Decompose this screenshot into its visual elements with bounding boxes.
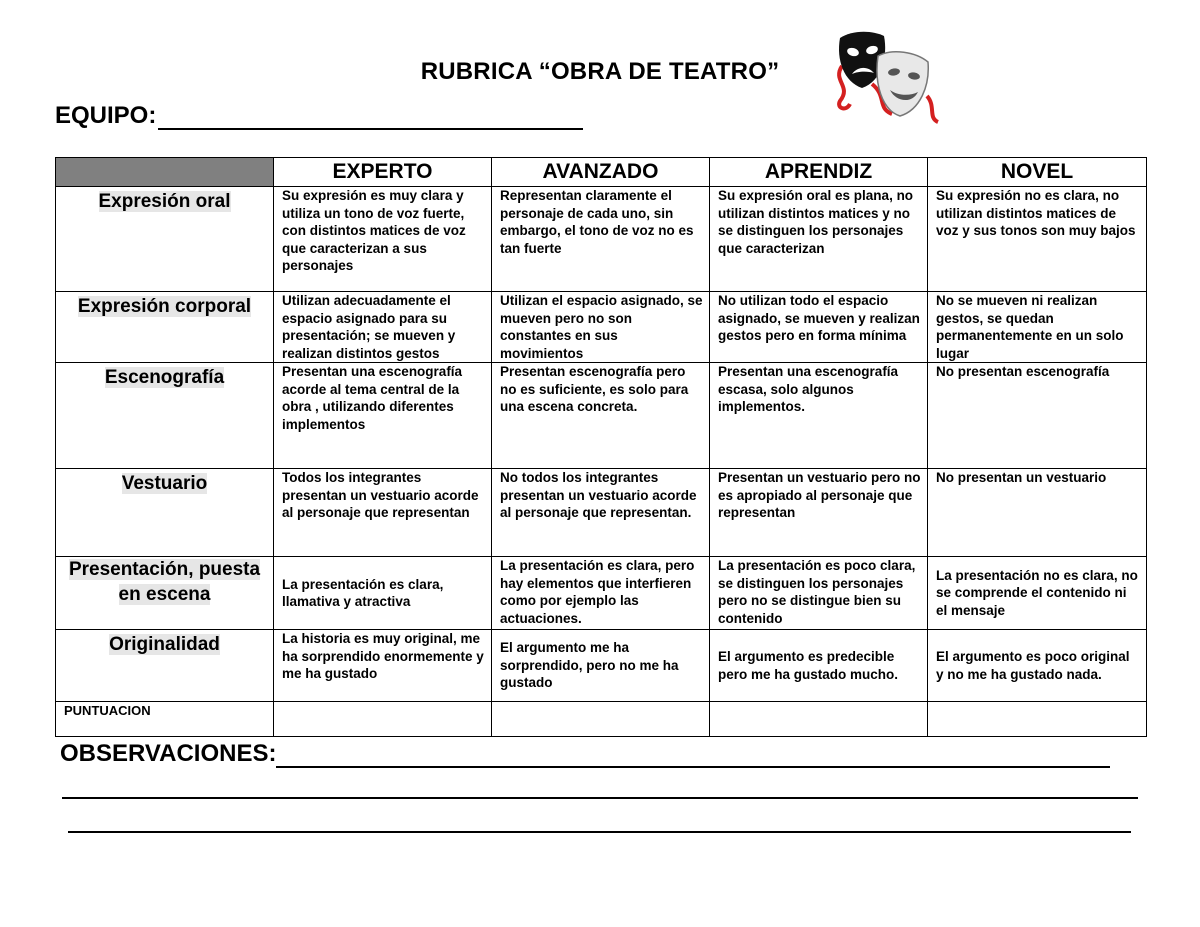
observations-field xyxy=(60,738,1110,768)
criterion-cell xyxy=(56,630,274,702)
table-row xyxy=(56,292,1147,363)
descriptor-cell: La presentación es clara, pero hay elementos que interfieren como por ejemplo las actuaciones. xyxy=(492,557,710,630)
descriptor-cell: Su expresión oral es plana, no utilizan distintos matices y no se distinguen los personajes que caracterizan xyxy=(710,187,928,292)
descriptor-cell: El argumento me ha sorprendido, pero no me ha gustado xyxy=(492,630,710,702)
team-blank-line[interactable] xyxy=(158,102,583,130)
descriptor-cell: No se mueven ni realizan gestos, se quedan permanentemente en un solo lugar xyxy=(928,292,1147,363)
descriptor-cell: El argumento es predecible pero me ha gustado mucho. xyxy=(710,630,928,702)
score-cell[interactable] xyxy=(274,702,492,737)
score-cell[interactable] xyxy=(710,702,928,737)
descriptor-cell: La historia es muy original, me ha sorprendido enormemente y me ha gustado xyxy=(274,630,492,702)
table-row xyxy=(56,469,1147,557)
observations-blank-line[interactable] xyxy=(62,797,1138,799)
table-row xyxy=(56,630,1147,702)
rubric-table xyxy=(55,157,1147,737)
descriptor-cell: Presentan una escenografía acorde al tema central de la obra , utilizando diferentes implementos xyxy=(274,363,492,469)
table-row xyxy=(56,557,1147,630)
descriptor-cell: Su expresión es muy clara y utiliza un tono de voz fuerte, con distintos matices de voz que caracterizan a sus personajes xyxy=(274,187,492,292)
score-cell[interactable] xyxy=(928,702,1147,737)
team-label: EQUIPO: xyxy=(55,102,157,129)
descriptor-cell: Presentan un vestuario pero no es apropiado al personaje que representan xyxy=(710,469,928,557)
descriptor-cell: No presentan un vestuario xyxy=(928,469,1147,557)
criterion-cell xyxy=(56,187,274,292)
observations-label: OBSERVACIONES: xyxy=(60,740,277,767)
theater-masks-icon xyxy=(832,26,944,126)
level-header: NOVEL xyxy=(928,158,1147,187)
descriptor-cell: Su expresión no es clara, no utilizan distintos matices de voz y sus tonos son muy bajos xyxy=(928,187,1147,292)
team-field xyxy=(55,102,583,130)
score-row xyxy=(56,702,1147,737)
criterion-label: Presentación, puesta en escena xyxy=(68,559,261,605)
header-corner-cell xyxy=(56,158,274,187)
descriptor-cell: Presentan una escenografía escasa, solo algunos implementos. xyxy=(710,363,928,469)
criterion-label: Originalidad xyxy=(109,634,220,655)
descriptor-cell: La presentación no es clara, no se comprende el contenido ni el mensaje xyxy=(928,557,1147,630)
score-cell[interactable] xyxy=(492,702,710,737)
descriptor-cell: Todos los integrantes presentan un vestuario acorde al personaje que representan xyxy=(274,469,492,557)
table-row xyxy=(56,187,1147,292)
criterion-label: Expresión corporal xyxy=(77,296,252,317)
descriptor-cell: Utilizan adecuadamente el espacio asignado para su presentación; se mueven y realizan distintos gestos xyxy=(274,292,492,363)
observations-blank-line[interactable] xyxy=(276,738,1110,768)
criterion-cell xyxy=(56,363,274,469)
observations-blank-line[interactable] xyxy=(68,831,1131,833)
criterion-label: Escenografía xyxy=(104,367,225,388)
descriptor-cell: El argumento es poco original y no me ha gustado nada. xyxy=(928,630,1147,702)
criterion-cell xyxy=(56,469,274,557)
descriptor-cell: Utilizan el espacio asignado, se mueven pero no son constantes en sus movimientos xyxy=(492,292,710,363)
descriptor-cell: No presentan escenografía xyxy=(928,363,1147,469)
descriptor-cell: No utilizan todo el espacio asignado, se mueven y realizan gestos pero en forma mínima xyxy=(710,292,928,363)
level-header: EXPERTO xyxy=(274,158,492,187)
criterion-label: Vestuario xyxy=(121,473,208,494)
level-header: APRENDIZ xyxy=(710,158,928,187)
table-row xyxy=(56,363,1147,469)
criterion-cell xyxy=(56,292,274,363)
score-label: PUNTUACION xyxy=(56,702,274,737)
table-header-row xyxy=(56,158,1147,187)
level-header: AVANZADO xyxy=(492,158,710,187)
criterion-label: Expresión oral xyxy=(98,191,231,212)
descriptor-cell: No todos los integrantes presentan un vestuario acorde al personaje que representan. xyxy=(492,469,710,557)
descriptor-cell: Representan claramente el personaje de cada uno, sin embargo, el tono de voz no es tan fuerte xyxy=(492,187,710,292)
criterion-cell xyxy=(56,557,274,630)
descriptor-cell: La presentación es poco clara, se distinguen los personajes pero no se distingue bien su contenido xyxy=(710,557,928,630)
descriptor-cell: Presentan escenografía pero no es suficiente, es solo para una escena concreta. xyxy=(492,363,710,469)
descriptor-cell: La presentación es clara, llamativa y atractiva xyxy=(274,557,492,630)
page-title: RUBRICA “OBRA DE TEATRO” xyxy=(420,58,780,85)
